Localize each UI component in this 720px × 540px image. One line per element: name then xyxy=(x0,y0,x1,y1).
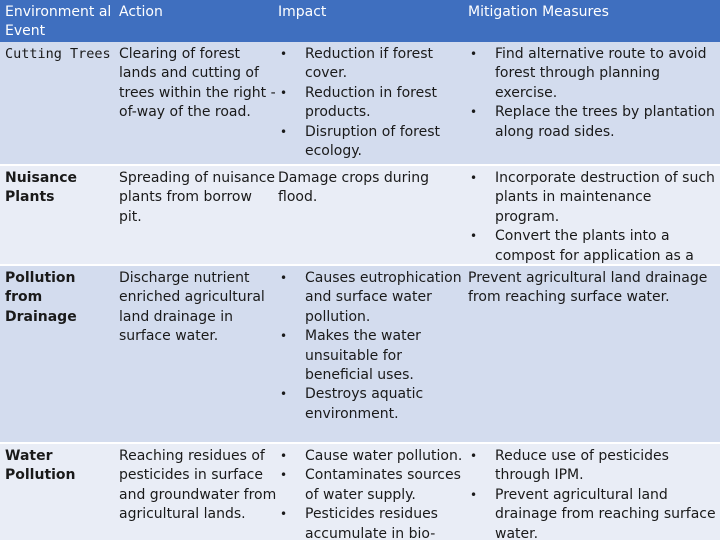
impact-cell xyxy=(278,444,464,540)
action-cell: Spreading of nuisance plants from borrow pit. xyxy=(119,170,276,225)
mitigation-item: • Replace the trees by plantation along road sides. xyxy=(468,103,720,142)
mitigation-item: • Prevent agricultural land drainage from reaching surface water. xyxy=(468,486,720,540)
impact-cell xyxy=(278,266,464,442)
impact-item: • Reduction if forest cover. xyxy=(278,45,464,84)
impact-item: • Disruption of forest ecology. xyxy=(278,123,464,162)
event-cell: Pollution from Drainage xyxy=(5,270,77,325)
header-action: Action xyxy=(119,4,163,20)
action-cell: Discharge nutrient enriched agricultural land drainage in surface water. xyxy=(119,270,265,345)
mitigation-cell xyxy=(468,42,720,164)
mitigation-cell: Prevent agricultural land drainage from reaching surface water. xyxy=(468,270,708,306)
impact-item: • Contaminates sources of water supply. xyxy=(278,466,464,505)
impact-item: • Destroys aquatic environment. xyxy=(278,385,464,424)
header-environmental-event: Environment al Event xyxy=(5,4,112,40)
header-impact: Impact xyxy=(278,4,327,20)
impact-item: • Reduction in forest products. xyxy=(278,84,464,123)
table-row xyxy=(0,166,720,264)
table-row xyxy=(0,444,720,540)
table-header-row xyxy=(0,0,720,42)
table-row xyxy=(0,266,720,442)
table-row xyxy=(0,42,720,164)
impact-cell xyxy=(278,42,464,164)
action-cell: Reaching residues of pesticides in surface and groundwater from agricultural lands. xyxy=(119,448,277,523)
event-cell: Nuisance Plants xyxy=(5,170,78,206)
impact-item: • Causes eutrophication and surface water pollution. xyxy=(278,269,464,327)
mitigation-cell xyxy=(468,166,720,264)
header-mitigation-measures: Mitigation Measures xyxy=(468,4,609,20)
event-cell: Water Pollution xyxy=(5,448,76,484)
event-cell: Cutting Trees xyxy=(5,46,111,62)
impact-item: • Cause water pollution. xyxy=(278,447,464,466)
mitigation-cell xyxy=(468,444,720,540)
mitigation-item: • Incorporate destruction of such plants in maintenance program. xyxy=(468,169,720,227)
mitigation-item: • Reduce use of pesticides through IPM. xyxy=(468,447,720,486)
mitigation-item: • Find alternative route to avoid forest through planning exercise. xyxy=(468,45,720,103)
impact-item: • Makes the water unsuitable for beneficial uses. xyxy=(278,327,464,385)
impact-cell: Damage crops during flood. xyxy=(278,170,430,206)
action-cell: Clearing of forest lands and cutting of trees within the right -of-way of the road. xyxy=(119,46,276,121)
impact-item: • Pesticides residues accumulate in bio- xyxy=(278,505,464,540)
mitigation-item: • Convert the plants into a compost for application as a xyxy=(468,227,720,264)
